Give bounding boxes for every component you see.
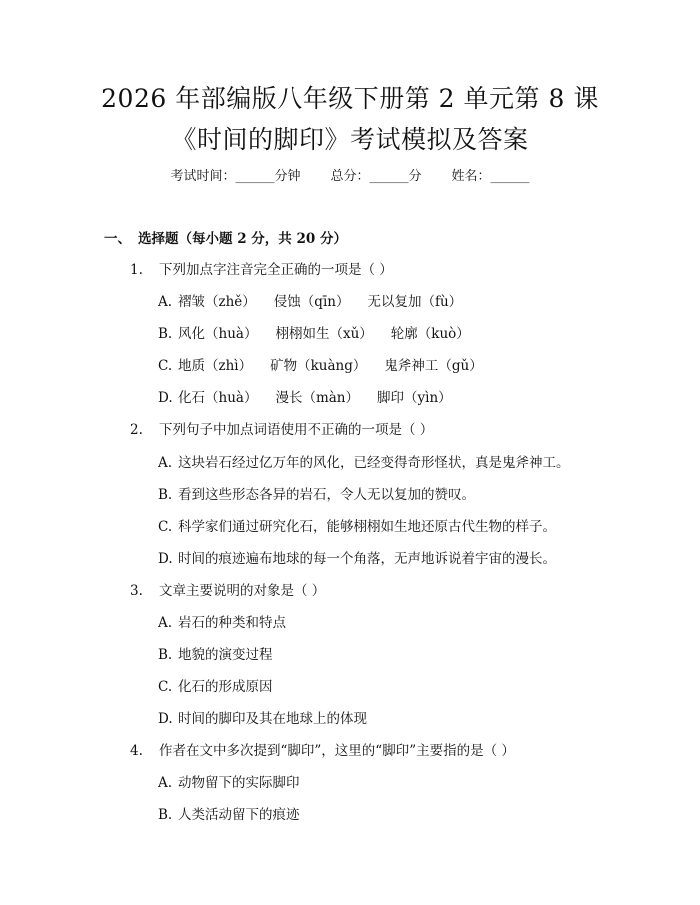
option-letter: B. — [158, 807, 173, 823]
title-line-1: 2026 年部编版八年级下册第 2 单元第 8 课 — [101, 84, 599, 113]
option-word: 栩栩如生（xǔ） — [275, 326, 373, 342]
section-title: 选择题（每小题 2 分，共 20 分） — [138, 231, 347, 247]
exam-name: 姓名：______ — [451, 169, 530, 184]
option-letter: B. — [158, 647, 173, 663]
option-letter: C. — [158, 519, 173, 535]
question-number: 4. — [130, 743, 143, 759]
q1-option-b[interactable] — [158, 324, 470, 344]
option-word: 风化（huà） — [178, 326, 258, 342]
q3-option-c[interactable] — [158, 677, 273, 697]
option-text: 看到这些形态各异的岩石，令人无以复加的赞叹。 — [178, 487, 475, 503]
question-2 — [130, 420, 433, 440]
q3-option-b[interactable] — [158, 645, 273, 665]
option-word: 轮廓（kuò） — [390, 326, 470, 342]
question-text: 文章主要说明的对象是（ ） — [159, 583, 326, 599]
option-word: 地质（zhì） — [178, 358, 253, 374]
option-word: 漫长（màn） — [275, 390, 359, 406]
question-4 — [130, 741, 515, 761]
exam-time: 考试时间：______分钟 — [170, 169, 301, 184]
question-3 — [130, 581, 325, 601]
option-text: 动物留下的实际脚印 — [178, 775, 300, 791]
q4-option-b[interactable] — [158, 805, 300, 825]
option-text: 时间的痕迹遍布地球的每一个角落，无声地诉说着宇宙的漫长。 — [178, 551, 556, 567]
option-letter: D. — [158, 711, 173, 727]
option-letter: B. — [158, 326, 173, 342]
section-heading — [104, 229, 347, 249]
option-letter: D. — [158, 551, 173, 567]
option-text: 岩石的种类和特点 — [178, 615, 286, 631]
option-text: 人类活动留下的痕迹 — [178, 807, 300, 823]
option-text: 科学家们通过研究化石，能够栩栩如生地还原古代生物的样子。 — [178, 519, 556, 535]
q2-option-b[interactable] — [158, 485, 475, 505]
q1-option-c[interactable] — [158, 356, 483, 376]
option-letter: C. — [158, 679, 173, 695]
q1-option-a[interactable] — [158, 292, 462, 312]
question-text: 下列句子中加点词语使用不正确的一项是（ ） — [159, 422, 434, 438]
q2-option-d[interactable] — [158, 549, 556, 569]
option-letter: B. — [158, 487, 173, 503]
option-letter: A. — [158, 455, 173, 471]
option-word: 化石（huà） — [178, 390, 258, 406]
option-letter: A. — [158, 775, 173, 791]
option-word: 脚印（yìn） — [377, 390, 452, 406]
option-word: 侵蚀（qīn） — [273, 294, 350, 310]
option-word: 无以复加（fù） — [367, 294, 463, 310]
exam-score: 总分：______分 — [330, 169, 422, 184]
q3-option-a[interactable] — [158, 613, 286, 633]
option-letter: D. — [158, 390, 173, 406]
option-letter: A. — [158, 294, 173, 310]
q4-option-a[interactable] — [158, 773, 300, 793]
option-text: 地貌的演变过程 — [178, 647, 273, 663]
q1-option-d[interactable] — [158, 388, 452, 408]
q2-option-c[interactable] — [158, 517, 556, 537]
question-text: 下列加点字注音完全正确的一项是（ ） — [159, 262, 393, 278]
title-line-2: 《时间的脚印》考试模拟及答案 — [171, 125, 529, 154]
option-letter: A. — [158, 615, 173, 631]
option-letter: C. — [158, 358, 173, 374]
question-number: 2. — [130, 422, 143, 438]
option-text: 时间的脚印及其在地球上的体现 — [178, 711, 367, 727]
option-text: 这块岩石经过亿万年的风化，已经变得奇形怪状，真是鬼斧神工。 — [178, 455, 570, 471]
option-word: 矿物（kuàng） — [270, 358, 367, 374]
section-number: 一、 — [104, 231, 131, 247]
option-text: 化石的形成原因 — [178, 679, 273, 695]
question-number: 1. — [130, 262, 143, 278]
question-number: 3. — [130, 583, 143, 599]
question-text: 作者在文中多次提到“脚印”，这里的“脚印”主要指的是（ ） — [159, 743, 515, 759]
q3-option-d[interactable] — [158, 709, 367, 729]
exam-meta — [0, 168, 700, 186]
option-word: 褶皱（zhě） — [178, 294, 256, 310]
q2-option-a[interactable] — [158, 453, 570, 473]
question-1 — [130, 260, 393, 280]
option-word: 鬼斧神工（gǔ） — [384, 358, 483, 374]
